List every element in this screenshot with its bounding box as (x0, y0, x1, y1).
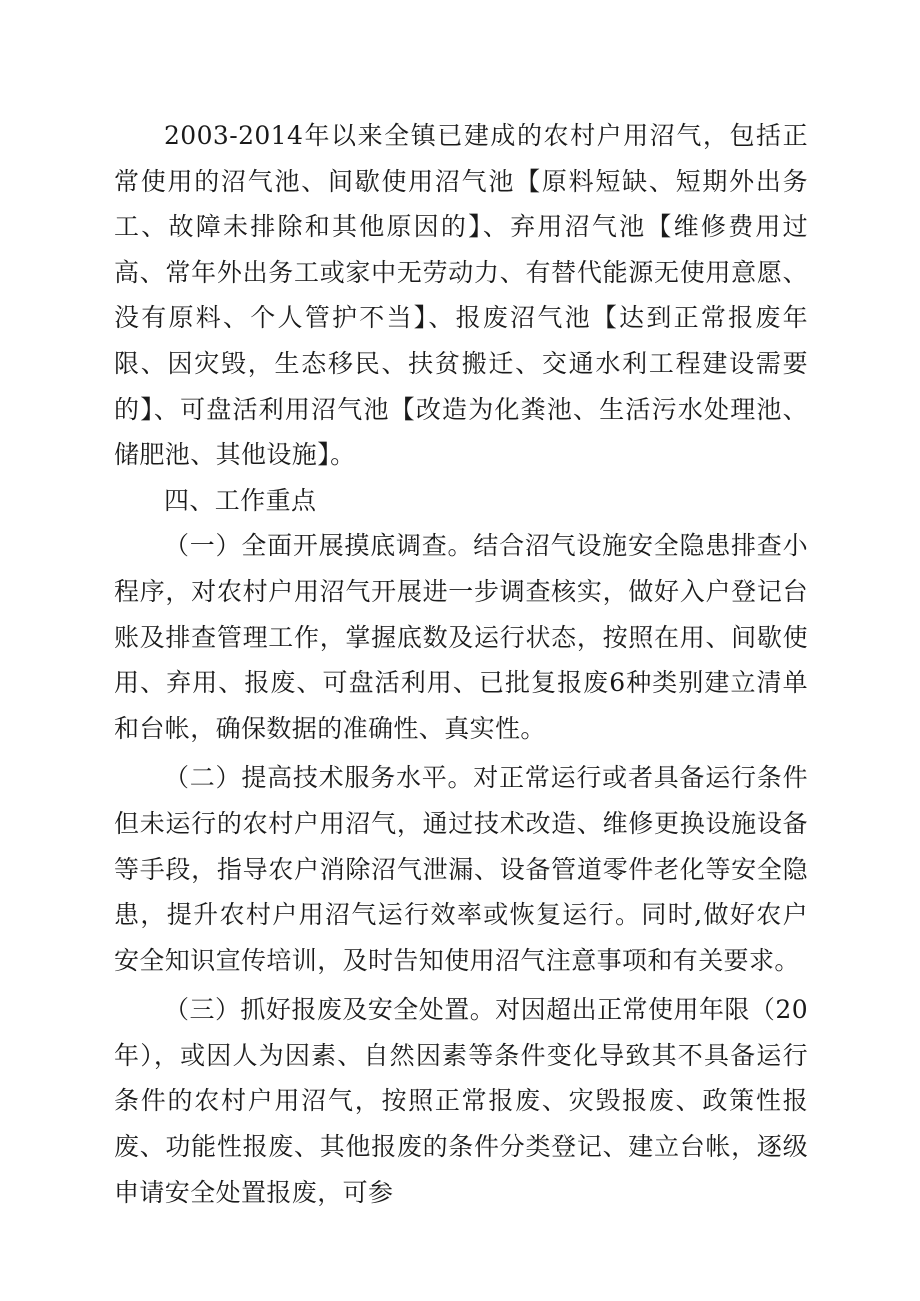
paragraph-scope: 2003-2014年以来全镇已建成的农村户用沼气，包括正常使用的沼气池、间歇使用沼气池【原料短缺、短期外出务工、故障未排除和其他原因的】、弃用沼气池【维修费用过高、常年外出务工或家中无劳动力、有替代能源无使用意愿、没有原料、个人管护不当】、报废沼气池【达到正常报废年限、因灾毁，生态移民、扶贫搬迁、交通水利工程建设需要的】、可盘活利用沼气池【改造为化粪池、生活污水处理池、储肥池、其他设施】。 (114, 121, 808, 470)
document-body (114, 113, 808, 1215)
paragraph-scrapping-disposal: （三）抓好报废及安全处置。对因超出正常使用年限（20年），或因人为因素、自然因素等条件变化导致其不具备运行条件的农村户用沼气，按照正常报废、灾毁报废、政策性报废、功能性报废、其他报废的条件分类登记、建立台帐，逐级申请安全处置报废，可参 (114, 995, 808, 1207)
section-heading: 四、工作重点 (164, 485, 317, 515)
paragraph-technical-service: （二）提高技术服务水平。对正常运行或者具备运行条件但未运行的农村户用沼气，通过技术改造、维修更换设施设备等手段，指导农户消除沼气泄漏、设备管道零件老化等安全隐患，提升农村户用沼气运行效率或恢复运行。同时,做好农户安全知识宣传培训，及时告知使用沼气注意事项和有关要求。 (114, 763, 808, 975)
paragraph-survey: （一）全面开展摸底调查。结合沼气设施安全隐患排查小程序，对农村户用沼气开展进一步调查核实，做好入户登记台账及排查管理工作，掌握底数及运行状态，按照在用、间歇使用、弃用、报废、可盘活利用、已批复报废6种类别建立清单和台帐，确保数据的准确性、真实性。 (114, 531, 808, 743)
